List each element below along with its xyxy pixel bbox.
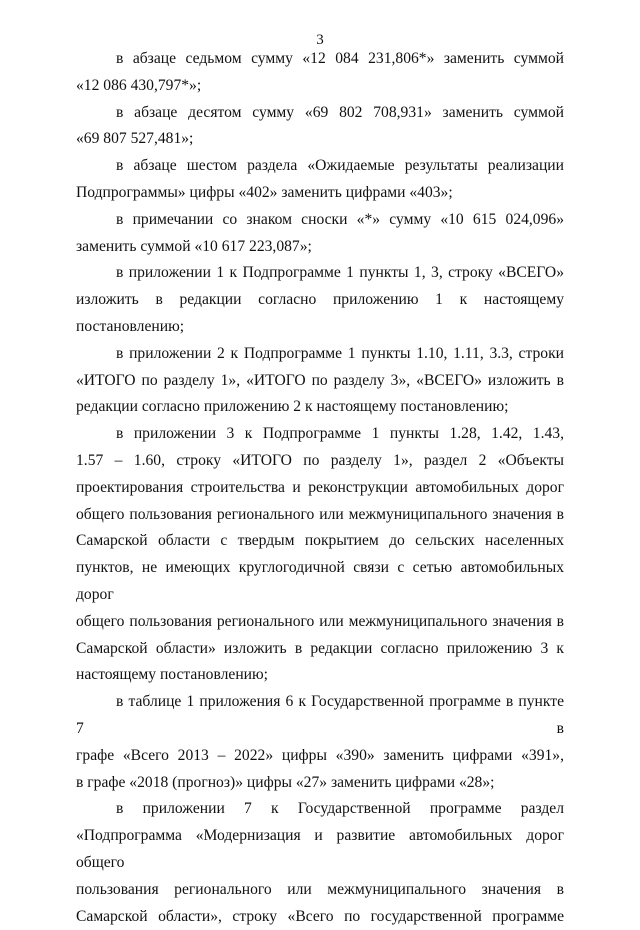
text-line: 1.57 – 1.60, строку «ИТОГО по разделу 1», раздел 2 «Объекты <box>76 448 564 475</box>
paragraph <box>76 421 564 689</box>
paragraph <box>76 260 564 340</box>
text-line: проектирования строительства и реконструкции автомобильных дорог <box>76 475 564 502</box>
paragraph <box>76 689 564 796</box>
text-line: графе «Всего 2013 – 2022» цифры «390» заменить цифрами «391», <box>76 743 564 770</box>
page-number: 3 <box>0 31 640 49</box>
text-line: в графе «2018 (прогноз)» цифры «27» заменить цифрами «28»; <box>76 770 564 797</box>
paragraph <box>76 207 564 261</box>
text-line: общего пользования регионального или межмуниципального значения в <box>76 502 564 529</box>
text-line: пунктов, не имеющих круглогодичной связи с сетью автомобильных дорог <box>76 555 564 609</box>
text-line: в приложении 1 к Подпрограмме 1 пункты 1, 3, строку «ВСЕГО» <box>76 260 564 287</box>
text-line: изложить в редакции согласно приложению 1 к настоящему <box>76 287 564 314</box>
text-line: «69 807 527,481»; <box>76 126 564 153</box>
text-line: в абзаце десятом сумму «69 802 708,931» заменить суммой <box>76 100 564 127</box>
text-line: заменить суммой «10 617 223,087»; <box>76 234 564 261</box>
text-line: настоящему постановлению; <box>76 662 564 689</box>
paragraph <box>76 46 564 100</box>
text-line: в приложении 3 к Подпрограмме 1 пункты 1.28, 1.42, 1.43, <box>76 421 564 448</box>
paragraph <box>76 153 564 207</box>
text-line: в таблице 1 приложения 6 к Государственной программе в пункте 7 в <box>76 689 564 743</box>
text-line: Самарской области», строку «Всего по государственной программе <box>76 904 564 930</box>
text-line: «Подпрограмма «Модернизация и развитие автомобильных дорог общего <box>76 823 564 877</box>
text-line: в приложении 2 к Подпрограмме 1 пункты 1.10, 1.11, 3.3, строки <box>76 341 564 368</box>
text-line: постановлению; <box>76 314 564 341</box>
text-line: Самарской области с твердым покрытием до сельских населенных <box>76 528 564 555</box>
text-line: Подпрограммы» цифры «402» заменить цифрами «403»; <box>76 180 564 207</box>
text-line: в примечании со знаком сноски «*» сумму «10 615 024,096» <box>76 207 564 234</box>
text-line: редакции согласно приложению 2 к настоящему постановлению; <box>76 394 564 421</box>
text-line: «12 086 430,797*»; <box>76 73 564 100</box>
text-line: в абзаце шестом раздела «Ожидаемые результаты реализации <box>76 153 564 180</box>
document-body <box>76 46 564 930</box>
text-line: общего пользования регионального или межмуниципального значения в <box>76 609 564 636</box>
paragraph <box>76 341 564 421</box>
text-line: в приложении 7 к Государственной программе раздел <box>76 796 564 823</box>
text-line: в абзаце седьмом сумму «12 084 231,806*» заменить суммой <box>76 46 564 73</box>
paragraph <box>76 796 564 930</box>
text-line: пользования регионального или межмуниципального значения в <box>76 877 564 904</box>
text-line: «ИТОГО по разделу 1», «ИТОГО по разделу 3», «ВСЕГО» изложить в <box>76 368 564 395</box>
text-line: Самарской области» изложить в редакции согласно приложению 3 к <box>76 636 564 663</box>
paragraph <box>76 100 564 154</box>
